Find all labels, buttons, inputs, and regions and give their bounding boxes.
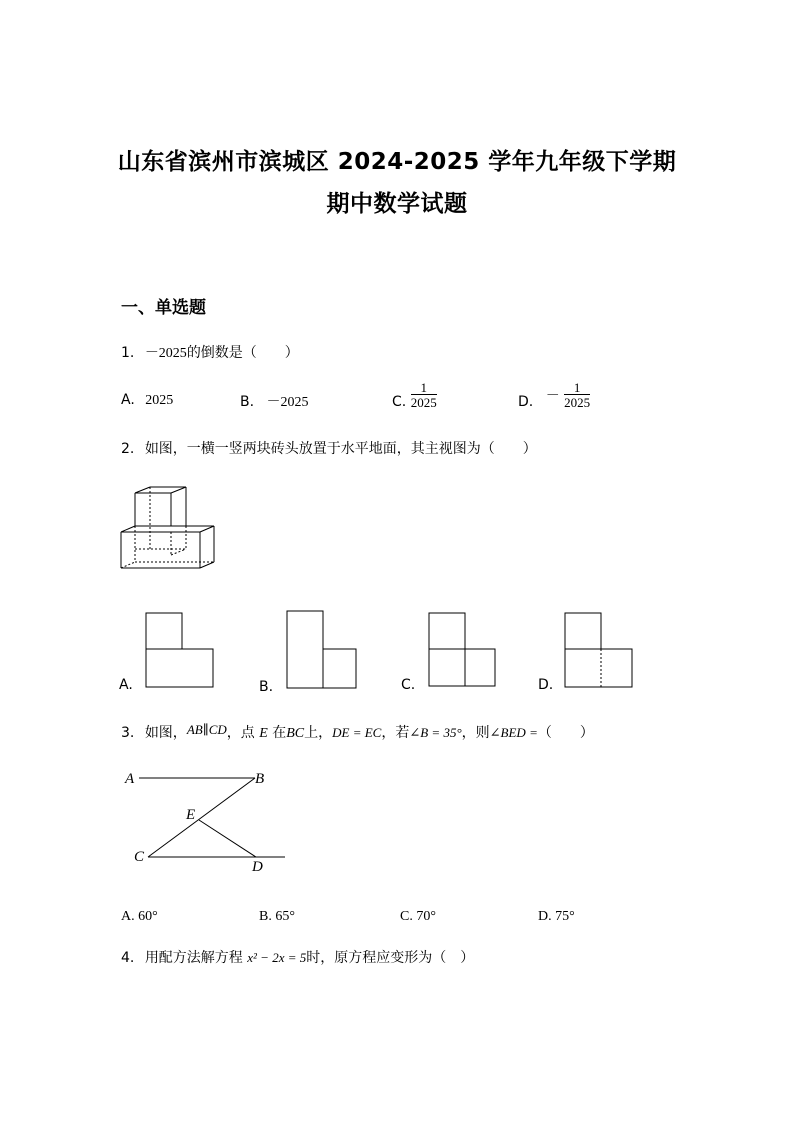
- q1-stem: 的倒数是（ ）: [186, 345, 299, 361]
- q2-option-b[interactable]: B.: [259, 679, 274, 695]
- q3-option-c[interactable]: C. 70°: [400, 909, 436, 924]
- option-label: A.: [121, 392, 135, 408]
- doc-title-line2: 期中数学试题: [326, 191, 468, 217]
- option-label: B.: [240, 394, 255, 410]
- q4-text: 时，原方程应变形为（ ）: [306, 950, 475, 966]
- q2-option-c[interactable]: C.: [401, 677, 416, 693]
- question-number: 2.: [121, 441, 135, 457]
- q3-option-a[interactable]: A. 60°: [121, 909, 158, 924]
- question-4: [121, 947, 474, 967]
- numerator: 1: [420, 380, 427, 395]
- label-b: B: [255, 771, 265, 787]
- denominator: 2025: [410, 395, 437, 410]
- q3-text: 上，: [304, 725, 333, 741]
- line-ed: [199, 820, 256, 857]
- q3-point-e: E: [259, 726, 268, 741]
- question-number: 3.: [121, 725, 135, 741]
- q3-condition-angle: ∠B = 35°: [409, 725, 462, 740]
- q2-stem: 如图，一横一竖两块砖头放置于水平地面，其主视图为（ ）: [144, 441, 537, 457]
- q3-text: ，若: [381, 725, 410, 741]
- question-number: 1.: [121, 345, 135, 361]
- q2-option-a[interactable]: A.: [119, 677, 133, 693]
- line-bc: [148, 778, 255, 857]
- q2-option-d[interactable]: D.: [538, 677, 554, 693]
- q3-text: 在: [267, 725, 287, 741]
- label-d: D: [252, 859, 263, 875]
- q3-text: ，则: [461, 725, 490, 741]
- option-label: D.: [518, 394, 534, 410]
- option-label: C.: [392, 394, 407, 410]
- q3-segment-bc: BC: [286, 726, 305, 741]
- label-c: C: [134, 849, 145, 865]
- q3-condition-equal: DE = EC: [332, 725, 382, 740]
- q3-ask-angle: ∠BED =: [489, 725, 538, 740]
- minus-sign: －: [545, 389, 560, 404]
- q4-equation: x² − 2x = 5: [247, 950, 307, 965]
- q3-option-d[interactable]: D. 75°: [538, 909, 575, 924]
- section-heading: 一、单选题: [121, 298, 206, 318]
- option-value: 2025: [145, 393, 174, 408]
- option-value: －2025: [266, 395, 309, 410]
- q3-condition-parallel: AB∥CD: [186, 722, 227, 737]
- label-e: E: [186, 807, 196, 823]
- q3-option-b[interactable]: B. 65°: [259, 909, 295, 924]
- q1-expression: －2025: [144, 346, 187, 361]
- question-number: 4.: [121, 950, 135, 966]
- q4-text: 用配方法解方程: [144, 950, 248, 966]
- label-a: A: [125, 771, 135, 787]
- q3-text: （ ）: [537, 725, 594, 741]
- numerator: 1: [573, 380, 581, 395]
- q3-text: 如图，: [144, 725, 187, 741]
- doc-title-line1: 山东省滨州市滨城区 2024-2025 学年九年级下学期: [117, 149, 677, 175]
- denominator: 2025: [564, 395, 591, 410]
- q3-text: ，点: [226, 725, 260, 741]
